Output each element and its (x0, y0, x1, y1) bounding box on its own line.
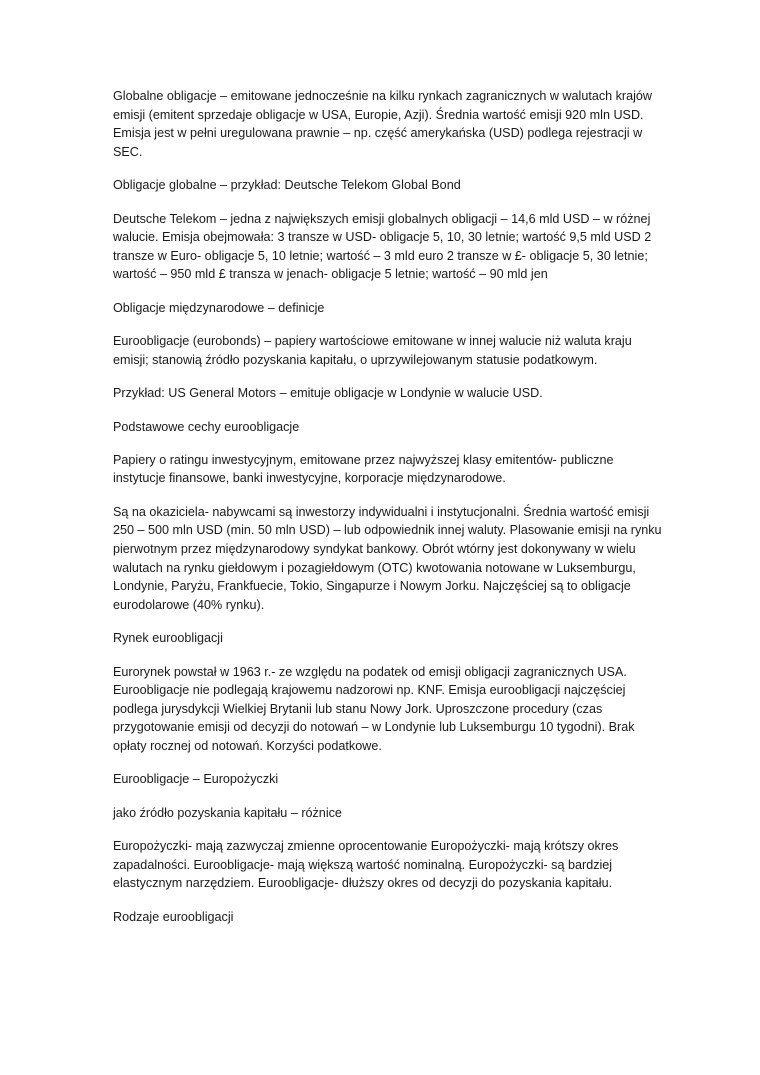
heading-differences: jako źródło pozyskania kapitału – różnice (113, 805, 342, 820)
paragraph-deutsche-telekom: Deutsche Telekom – jedna z największych emisji globalnych obligacji – 14,6 mld USD – w różnej walucie. Emisja obejmowała: 3 transze w USD- obligacje 5, 10, 30 letnie; wartość 9,5 mld USD 2 transze w Euro- obligacje 5, 10 letnie; wartość – 3 mld euro 2 transze w £- obligacje 5, 30 letnie; wartość – 950 mld £ transza w jenach- obligacje 5 letnie; wartość – 90 mld jen (113, 211, 652, 282)
paragraph-gm-example: Przykład: US General Motors – emituje obligacje w Londynie w walucie USD. (113, 386, 543, 401)
paragraph-features-bearer: Są na okaziciela- nabywcami są inwestorzy indywidualni i instytucjonalni. Średnia wartość emisji 250 – 500 mln USD (min. 50 mln USD) – lub odpowiednik innej waluty. Plasowanie emisji na rynku pierwotnym przez międzynarodowy syndykat bankowy. Obrót wtórny jest dokonywany w wielu walutach na rynku giełdowym i pozagiełdowym (OTC) kwotowania notowane w Luksemburgu, Londynie, Paryżu, Frankfuecie, Tokio, Singapurze i Nowym Jorku. Najczęściej są to obligacje eurodolarowe (40% rynku). (113, 504, 662, 612)
paragraph-differences: Europożyczki- mają zazwyczaj zmienne oprocentowanie Europożyczki- mają krótszy okres zapadalności. Euroobligacje- mają większą wartość nominalną. Europożyczki- są bardziej elastycznym narzędziem. Euroobligacje- dłuższy okres od decyzji do pozyskania kapitału. (113, 839, 619, 891)
paragraph-eurobonds-definition: Euroobligacje (eurobonds) – papiery wartościowe emitowane w innej walucie niż waluta kraju emisji; stanowią źródło pozyskania kapitału, o uprzywilejowanym statusie podatkowym. (113, 334, 632, 367)
paragraph-global-bonds: Globalne obligacje – emitowane jednocześnie na kilku rynkach zagranicznych w walutach krajów emisji (emitent sprzedaje obligacje w USA, Europie, Azji). Średnia wartość emisji 920 mln USD. Emisja jest w pełni uregulowana prawnie – np. część amerykańska (USD) podlega rejestracji w SEC. (113, 89, 653, 159)
heading-eurobond-features: Podstawowe cechy euroobligacje (113, 419, 300, 434)
heading-global-bonds-example: Obligacje globalne – przykład: Deutsche Telekom Global Bond (113, 178, 461, 193)
document-page (113, 87, 665, 941)
heading-eurobond-types: Rodzaje euroobligacji (113, 909, 234, 924)
heading-eurobonds-vs-euroloans: Euroobligacje – Europożyczki (113, 772, 279, 787)
heading-international-bonds-definitions: Obligacje międzynarodowe – definicje (113, 300, 325, 315)
heading-eurobond-market: Rynek euroobligacji (113, 631, 223, 646)
paragraph-features-rating: Papiery o ratingu inwestycyjnym, emitowane przez najwyższej klasy emitentów- publiczne instytucje finansowe, banki inwestycyjne, korporacje międzynarodowe. (113, 452, 614, 486)
paragraph-eurobond-market: Eurorynek powstał w 1963 r.- ze względu na podatek od emisji obligacji zagranicznych USA. Euroobligacje nie podlegają krajowemu nadzorowi np. KNF. Emisja euroobligacji najczęściej podlega jurysdykcji Wielkiej Brytanii lub stanu Nowy Jork. Uproszczone procedury (czas przygotowanie emisji od decyzji do notowań – w Londynie lub Luksemburgu 10 tygodni). Brak opłaty rocznej od notowań. Korzyści podatkowe. (113, 664, 635, 753)
